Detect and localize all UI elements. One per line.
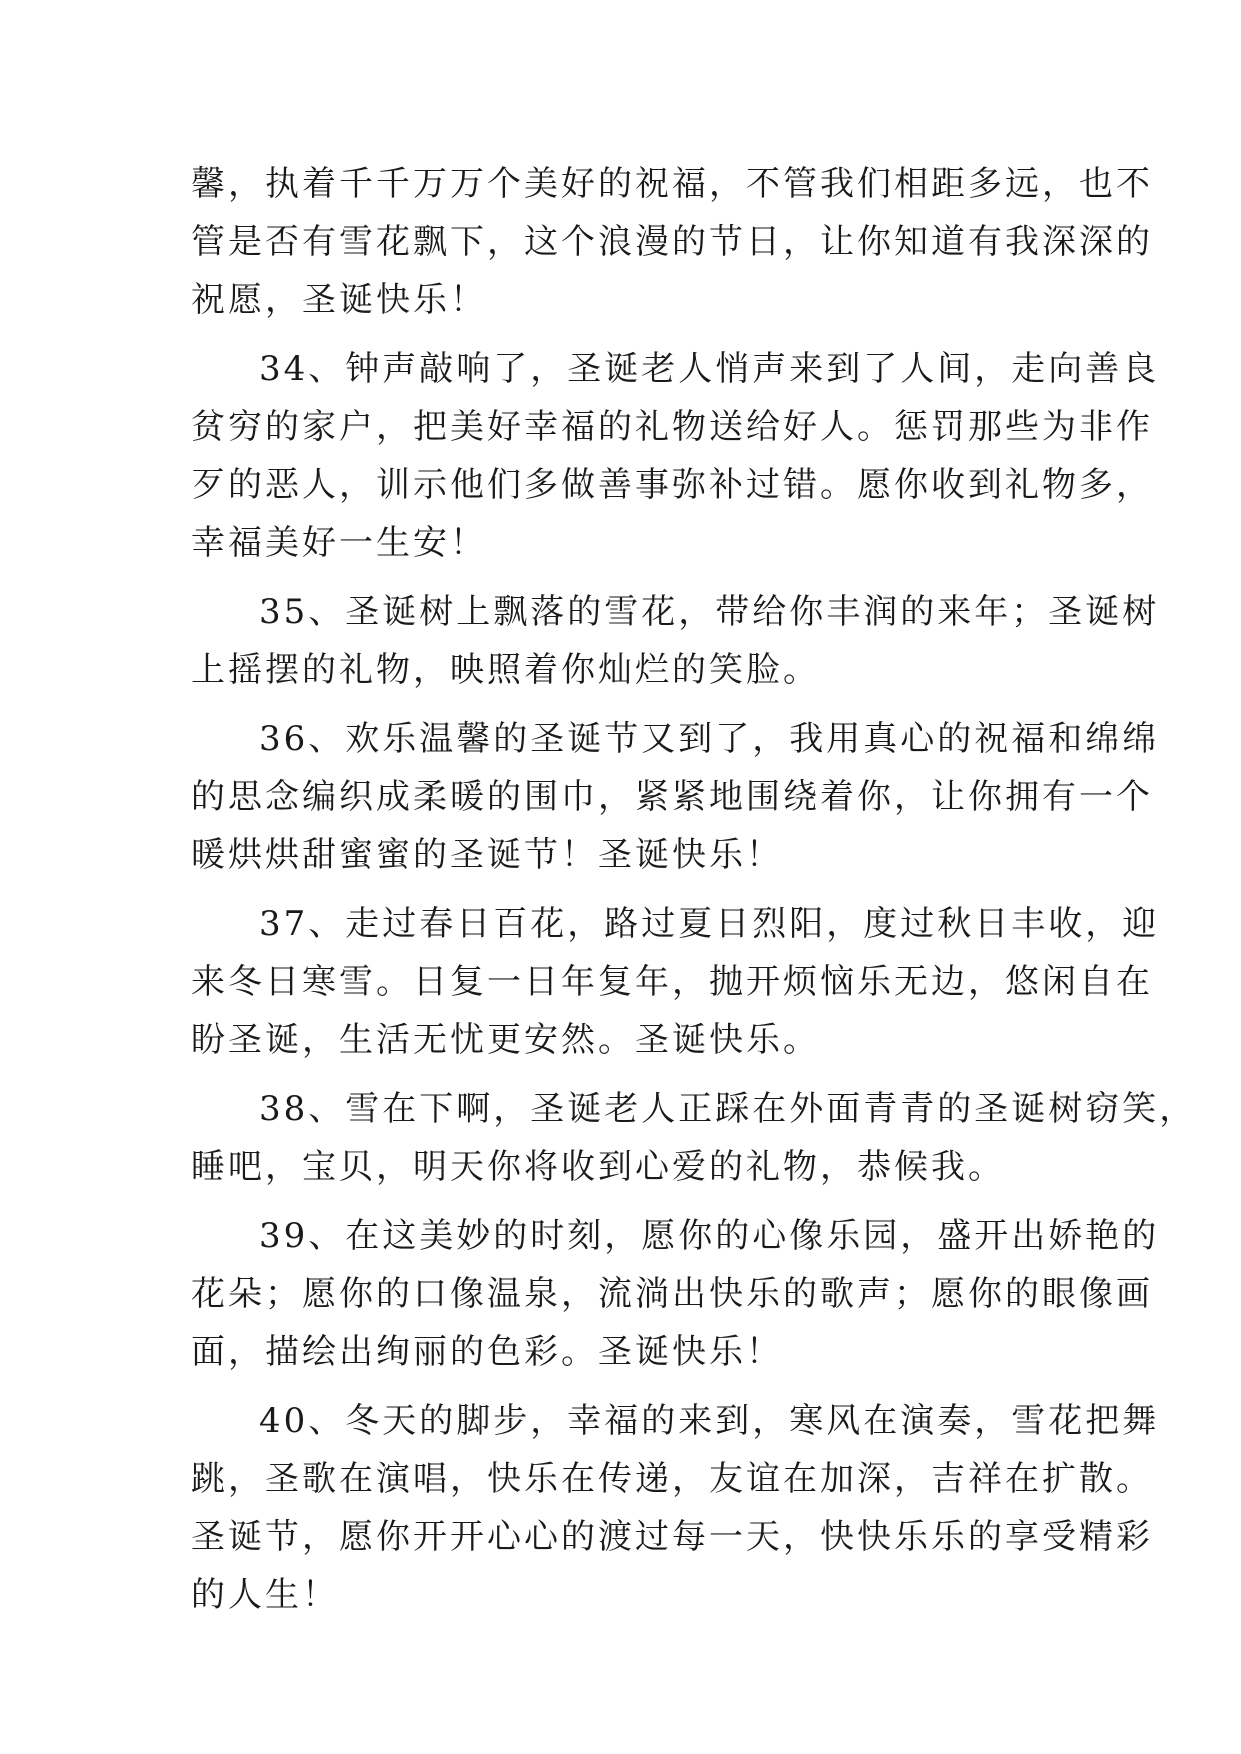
text-line: 幸福美好一生安！ [191,523,487,563]
text-line: 40、冬天的脚步，幸福的来到，寒风在演奏，雪花把舞 [259,1401,1160,1441]
text-line: 34、钟声敲响了，圣诞老人悄声来到了人间，走向善良 [259,349,1160,389]
paragraph-38 [191,1080,1197,1196]
text-line: 上摇摆的礼物，映照着你灿烂的笑脸。 [191,650,820,690]
text-line: 面，描绘出绚丽的色彩。圣诞快乐！ [191,1332,783,1372]
paragraph-40 [191,1392,1160,1624]
text-line: 歹的恶人，训示他们多做善事弥补过错。愿你收到礼物多， [191,465,1153,505]
text-line: 37、走过春日百花，路过夏日烈阳，度过秋日丰收，迎 [259,904,1160,944]
text-line: 花朵；愿你的口像温泉，流淌出快乐的歌声；愿你的眼像画 [191,1274,1153,1314]
paragraph-37 [191,895,1160,1069]
text-line: 来冬日寒雪。日复一日年复年，抛开烦恼乐无边，悠闲自在 [191,962,1153,1002]
text-line: 35、圣诞树上飘落的雪花，带给你丰润的来年；圣诞树 [259,592,1160,632]
text-line: 祝愿，圣诞快乐！ [191,280,487,320]
text-line: 39、在这美妙的时刻，愿你的心像乐园，盛开出娇艳的 [259,1216,1160,1256]
paragraph-34 [191,340,1160,572]
document-body [191,155,1197,1624]
text-line: 跳，圣歌在演唱，快乐在传递，友谊在加深，吉祥在扩散。 [191,1459,1153,1499]
text-line: 暖烘烘甜蜜蜜的圣诞节！圣诞快乐！ [191,835,783,875]
paragraph-35 [191,583,1160,699]
text-line: 38、雪在下啊，圣诞老人正踩在外面青青的圣诞树窃笑， [259,1089,1197,1129]
text-line: 管是否有雪花飘下，这个浪漫的节日，让你知道有我深深的 [191,222,1153,262]
text-line: 馨，执着千千万万个美好的祝福，不管我们相距多远，也不 [191,164,1153,204]
text-line: 圣诞节，愿你开开心心的渡过每一天，快快乐乐的享受精彩 [191,1517,1153,1557]
paragraph-33-tail [191,155,1153,329]
paragraph-39 [191,1207,1160,1381]
text-line: 盼圣诞，生活无忧更安然。圣诞快乐。 [191,1020,820,1060]
text-line: 贫穷的家户，把美好幸福的礼物送给好人。惩罚那些为非作 [191,407,1153,447]
text-line: 36、欢乐温馨的圣诞节又到了，我用真心的祝福和绵绵 [259,719,1160,759]
paragraph-36 [191,710,1160,884]
text-line: 的思念编织成柔暖的围巾，紧紧地围绕着你，让你拥有一个 [191,777,1153,817]
text-line: 的人生！ [191,1575,339,1615]
text-line: 睡吧，宝贝，明天你将收到心爱的礼物，恭候我。 [191,1147,1005,1187]
